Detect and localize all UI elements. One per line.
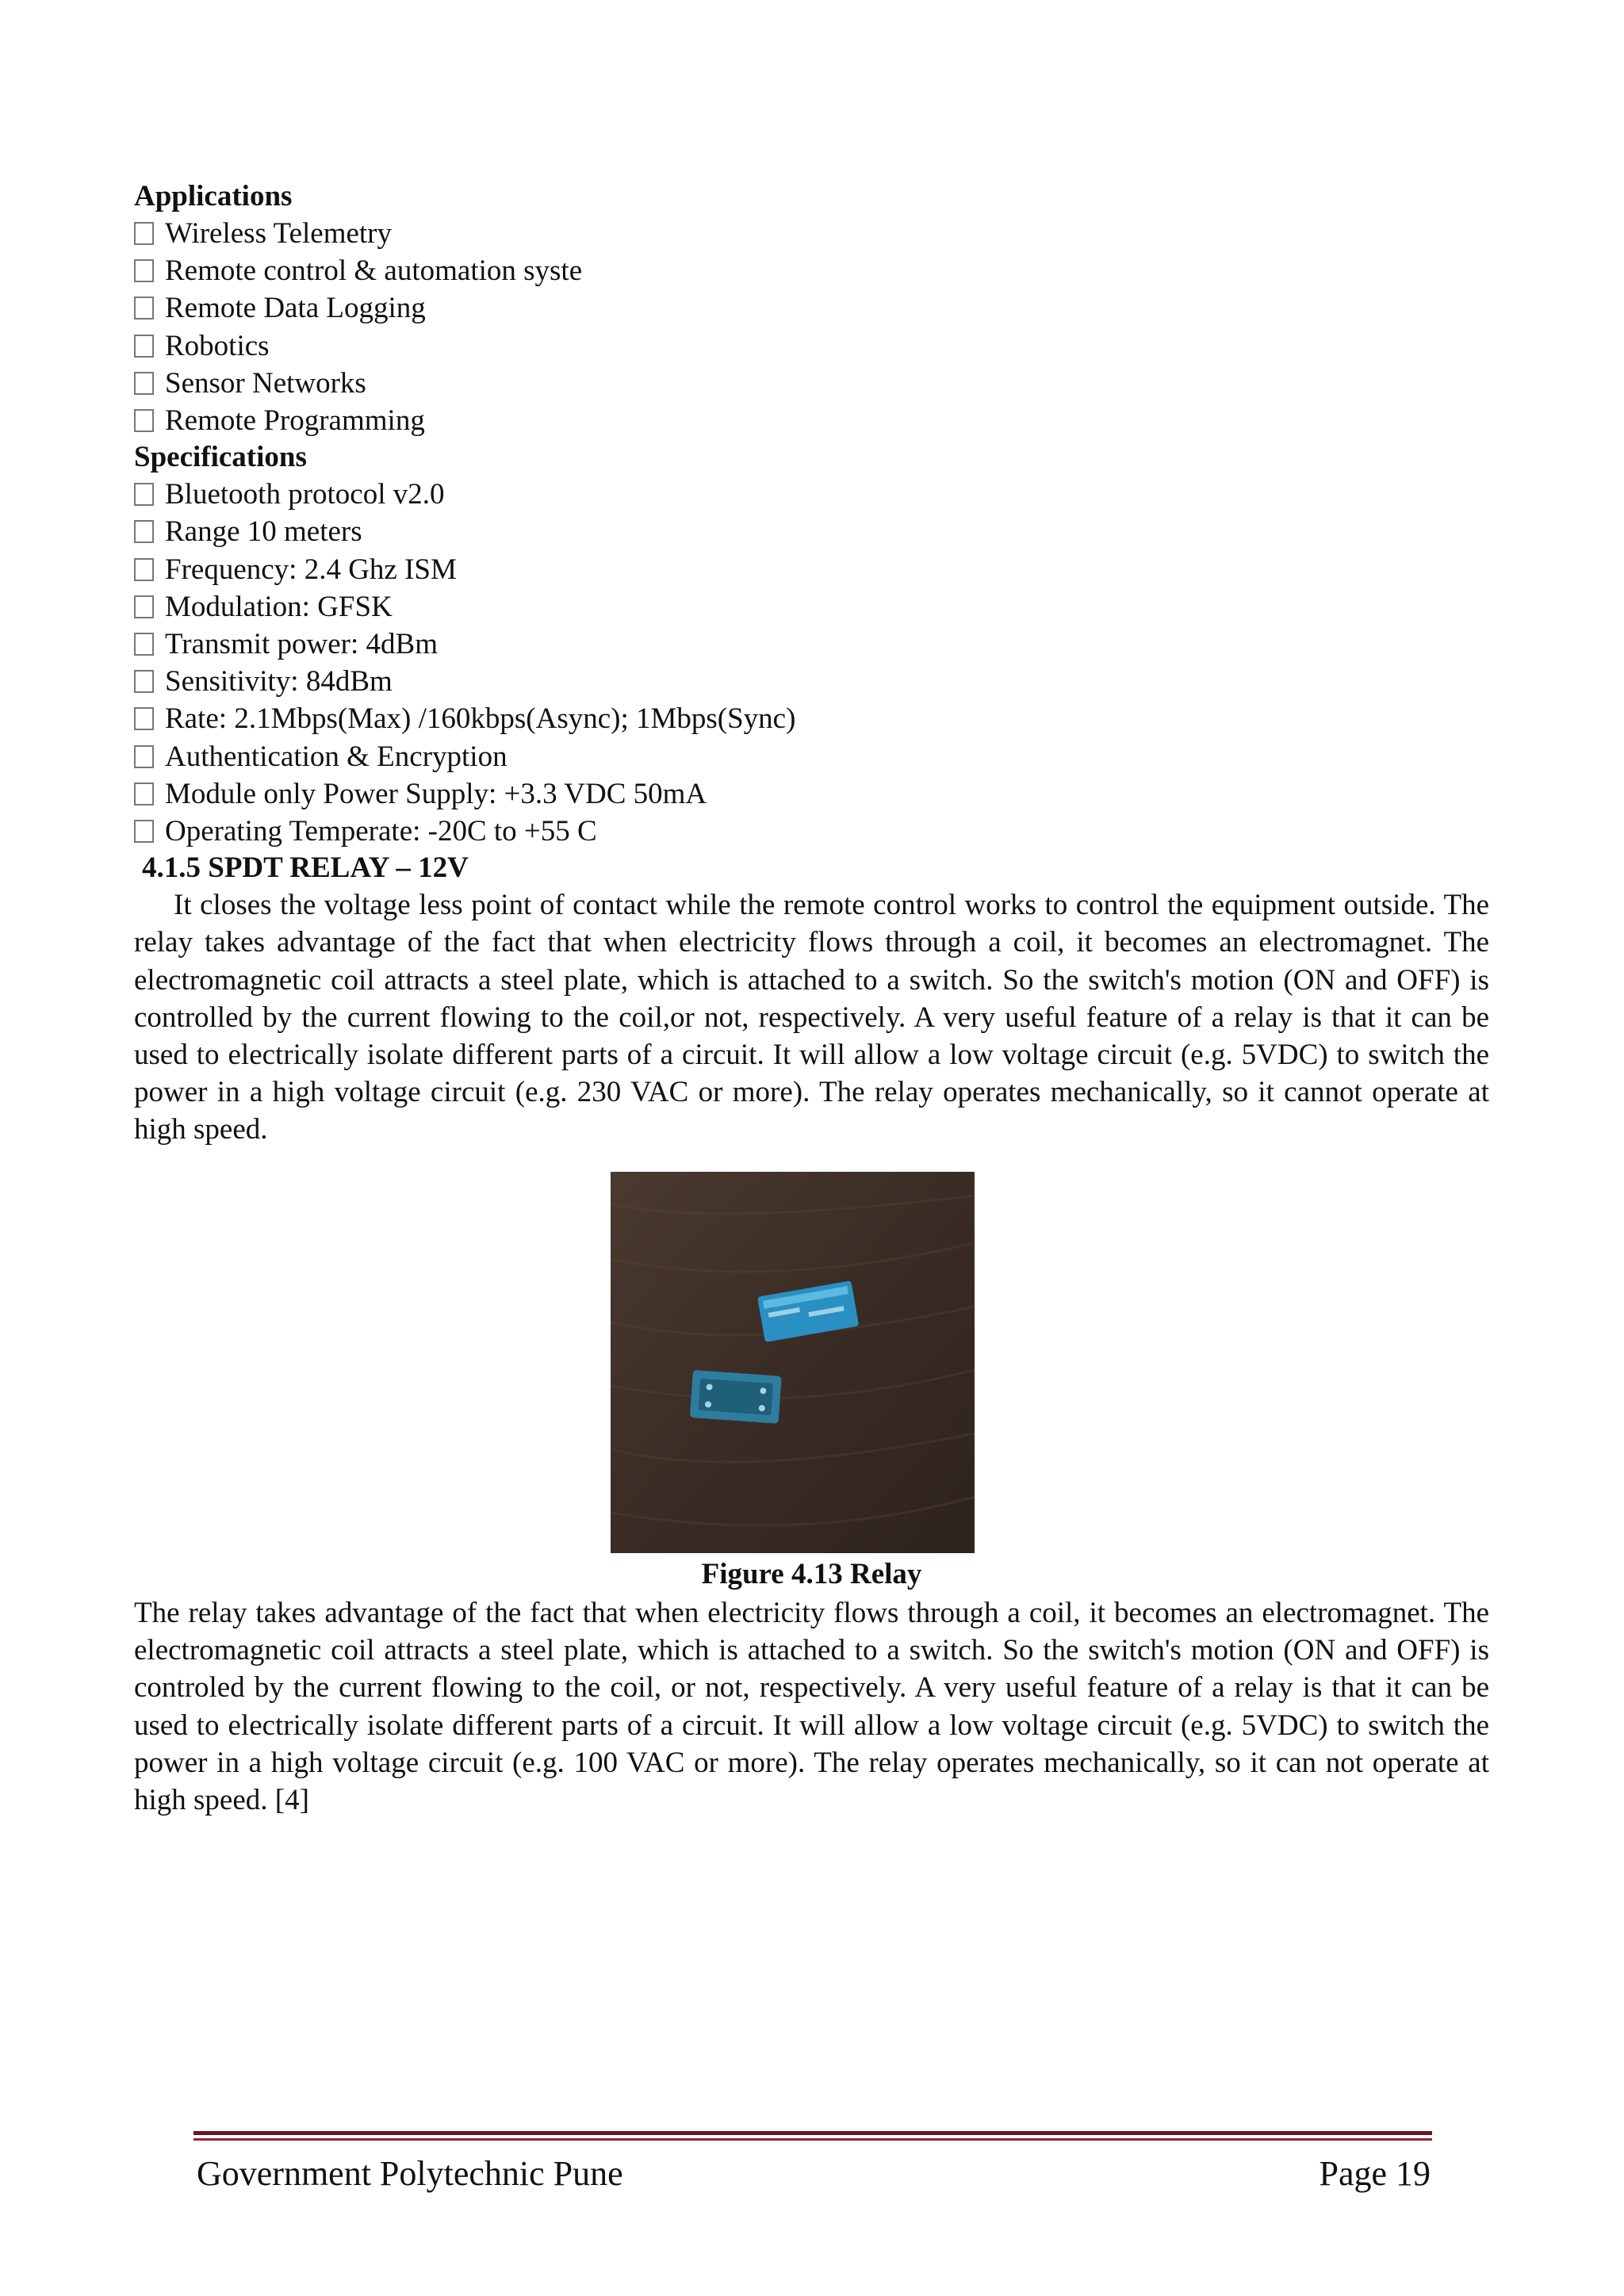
bullet-box-icon [134, 820, 154, 843]
applications-item [134, 252, 1489, 289]
bullet-box-icon [134, 707, 154, 730]
relay-photo-image [611, 1172, 975, 1553]
specifications-item-text: Operating Temperate: -20C to +55 C [165, 815, 597, 848]
applications-item [134, 327, 1489, 365]
specifications-item-text: Modulation: GFSK [165, 590, 393, 623]
applications-item [134, 289, 1489, 327]
applications-item-text: Remote Data Logging [165, 292, 426, 325]
bullet-box-icon [134, 259, 154, 282]
applications-item [134, 365, 1489, 402]
applications-item-text: Remote Programming [165, 404, 425, 438]
specifications-item [134, 476, 1489, 513]
bullet-box-icon [134, 372, 154, 395]
specifications-list [134, 476, 1489, 850]
specifications-item [134, 588, 1489, 626]
bullet-box-icon [134, 783, 154, 806]
applications-item-text: Sensor Networks [165, 366, 366, 400]
applications-list [134, 215, 1489, 439]
specifications-heading: Specifications [134, 441, 307, 474]
specifications-item [134, 775, 1489, 813]
specifications-item-text: Sensitivity: 84dBm [165, 665, 393, 698]
bullet-box-icon [134, 745, 154, 768]
footer-rule [193, 2131, 1432, 2135]
bullet-box-icon [134, 335, 154, 358]
specifications-item-text: Authentication & Encryption [165, 740, 508, 773]
figure-caption: Figure 4.13 Relay [701, 1558, 922, 1590]
bullet-box-icon [134, 409, 154, 432]
footer-rule-secondary [193, 2138, 1432, 2141]
specifications-item-text: Bluetooth protocol v2.0 [165, 478, 445, 511]
specifications-item-text: Module only Power Supply: +3.3 VDC 50mA [165, 777, 707, 810]
document-body [134, 178, 1489, 1149]
bullet-box-icon [134, 558, 154, 581]
relay-paragraph-1: It closes the voltage less point of contact while the remote control works to control the equipment outside. The relay takes advantage of the fact that when electricity flows through a coil, it becomes an electromagnet. The electromagnetic coil attracts a steel plate, which is attached to a switch. So the switch's motion (ON and OFF) is controlled by the current flowing to the coil,or not, respectively. A very useful feature of a relay is that it can be used to electrically isolate different parts of a circuit. It will allow a low voltage circuit (e.g. 5VDC) to switch the power in a high voltage circuit (e.g. 230 VAC or more). The relay operates mechanically, so it cannot operate at high speed. [134, 889, 1489, 1146]
specifications-item-text: Range 10 meters [165, 515, 362, 549]
applications-item [134, 402, 1489, 439]
specifications-item-text: Transmit power: 4dBm [165, 628, 438, 661]
applications-item-text: Remote control & automation syste [165, 254, 583, 288]
specifications-item-text: Frequency: 2.4 Ghz ISM [165, 553, 457, 586]
specifications-item-text: Rate: 2.1Mbps(Max) /160kbps(Async); 1Mbps(Sync) [165, 702, 796, 736]
specifications-item [134, 738, 1489, 775]
specifications-item [134, 663, 1489, 700]
applications-item-text: Wireless Telemetry [165, 217, 392, 250]
applications-heading: Applications [134, 180, 293, 212]
applications-item-text: Robotics [165, 329, 270, 362]
bullet-box-icon [134, 222, 154, 245]
bullet-box-icon [134, 670, 154, 693]
bullet-box-icon [134, 595, 154, 618]
relay-photo [611, 1172, 975, 1553]
bullet-box-icon [134, 483, 154, 506]
specifications-item [134, 700, 1489, 737]
section-title: 4.1.5 SPDT RELAY – 12V [142, 851, 469, 885]
bullet-box-icon [134, 520, 154, 543]
specifications-item [134, 551, 1489, 588]
applications-item [134, 215, 1489, 252]
specifications-item [134, 813, 1489, 850]
bullet-box-icon [134, 633, 154, 656]
specifications-item [134, 626, 1489, 663]
relay-paragraph-2: The relay takes advantage of the fact that when electricity flows through a coil, it becomes an electromagnet. The electromagnetic coil attracts a steel plate, which is attached to a switch. So the switch's motion (ON and OFF) is controled by the current flowing to the coil, or not, respectively. A very useful feature of a relay is that it can be used to electrically isolate different parts of a circuit. It will allow a low voltage circuit (e.g. 5VDC) to switch the power in a high voltage circuit (e.g. 100 VAC or more). The relay operates mechanically, so it can not operate at high speed. [4] [134, 1597, 1489, 1817]
footer-institution: Government Polytechnic Pune [197, 2154, 623, 2193]
specifications-item [134, 513, 1489, 550]
footer-page-number: Page 19 [1319, 2154, 1431, 2193]
bullet-box-icon [134, 297, 154, 320]
